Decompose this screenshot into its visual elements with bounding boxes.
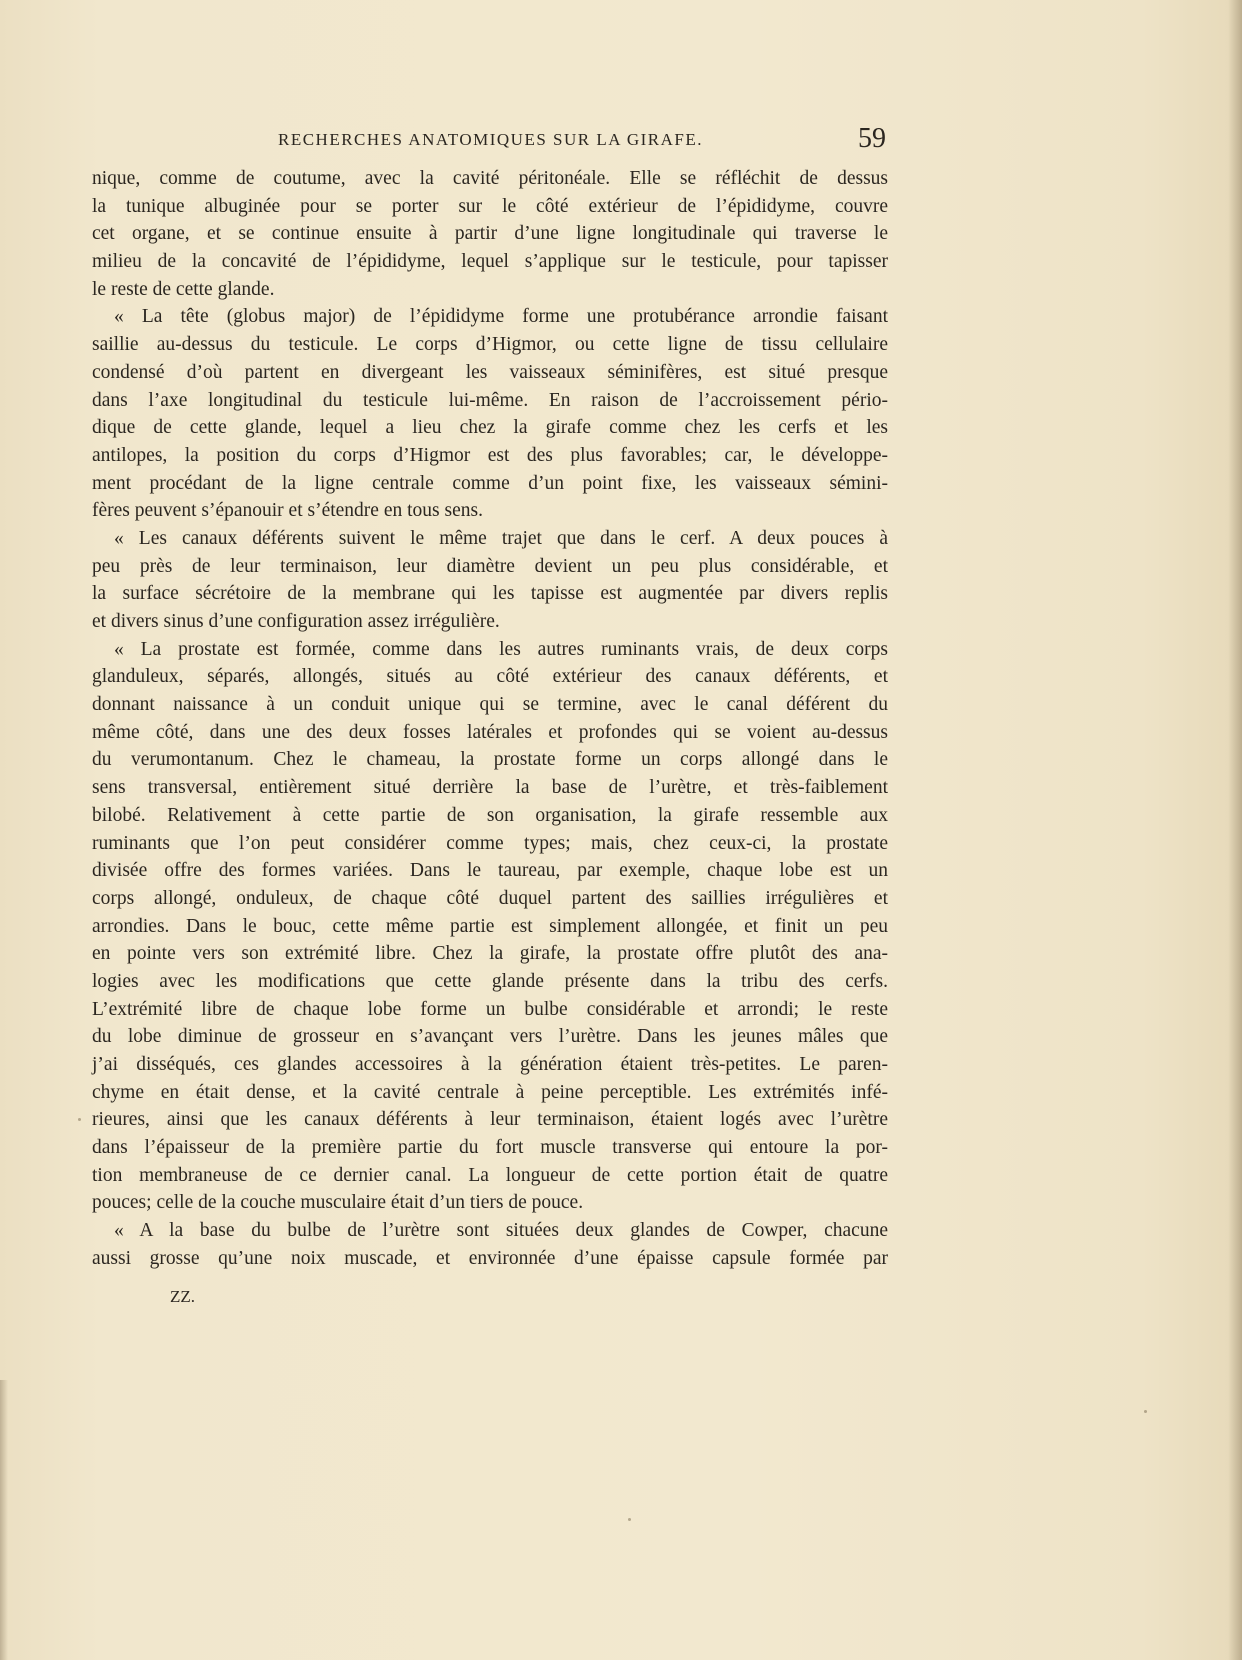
text-line: du lobe diminue de grosseur en s’avançant vers l’urètre. Dans les jeunes mâles que (92, 1026, 888, 1048)
paragraph-start-line: « La prostate est formée, comme dans les autres ruminants vrais, de deux corps (114, 638, 888, 660)
text-line: milieu de la concavité de l’épididyme, lequel s’applique sur le testicule, pour tapisser (92, 251, 888, 273)
text-line: du verumontanum. Chez le chameau, la prostate forme un corps allongé dans le (92, 749, 888, 771)
text-line: rieures, ainsi que les canaux déférents à leur terminaison, étaient logés avec l’urètre (92, 1109, 888, 1131)
text-line: saillie au-dessus du testicule. Le corps d’Higmor, ou cette ligne de tissu cellulaire (92, 334, 888, 356)
page-number: 59 (858, 123, 886, 154)
text-line: chyme en était dense, et la cavité centrale à peine perceptible. Les extrémités infé- (92, 1081, 888, 1103)
text-line: nique, comme de coutume, avec la cavité péritonéale. Elle se réfléchit de dessus (92, 168, 888, 189)
text-line: dans l’épaisseur de la première partie du fort muscle transverse qui entoure la por- (92, 1137, 888, 1159)
text-line: divisée offre des formes variées. Dans le taureau, par exemple, chaque lobe est un (92, 860, 888, 882)
paragraph-start-line: « Les canaux déférents suivent le même trajet que dans le cerf. A deux pouces à (114, 527, 888, 549)
text-line: tion membraneuse de ce dernier canal. La longueur de cette portion était de quatre (92, 1164, 888, 1186)
text-line: aussi grosse qu’une noix muscade, et environnée d’une épaisse capsule formée par (92, 1247, 888, 1269)
text-line: ment procédant de la ligne centrale comme d’un point fixe, les vaisseaux sémini- (92, 472, 888, 494)
text-line: en pointe vers son extrémité libre. Chez la girafe, la prostate offre plutôt des ana- (92, 943, 888, 965)
right-page-edge-shadow (1228, 0, 1242, 1660)
text-line: donnant naissance à un conduit unique qui se termine, avec le canal déférent du (92, 694, 888, 716)
text-line: sens transversal, entièrement situé derrière la base de l’urètre, et très-faiblement (92, 777, 888, 799)
text-line: même côté, dans une des deux fosses latérales et profondes qui se voient au-dessus (92, 721, 888, 743)
text-line: bilobé. Relativement à cette partie de son organisation, la girafe ressemble aux (92, 804, 888, 826)
text-line: peu près de leur terminaison, leur diamètre devient un peu plus considérable, et (92, 555, 888, 577)
text-line: cet organe, et se continue ensuite à partir d’une ligne longitudinale qui traverse le (92, 223, 888, 245)
paper-speck (628, 1518, 631, 1521)
paragraph-start-line: « La tête (globus major) de l’épididyme forme une protubérance arrondie faisant (114, 306, 888, 328)
text-line: pouces; celle de la couche musculaire était d’un tiers de pouce. (92, 1192, 584, 1214)
text-line: condensé d’où partent en divergeant les vaisseaux séminifères, est situé presque (92, 361, 888, 383)
paper-speck (1144, 1410, 1147, 1413)
paragraph-start-line: « A la base du bulbe de l’urètre sont situées deux glandes de Cowper, chacune (114, 1220, 888, 1242)
text-line: glanduleux, séparés, allongés, situés au côté extérieur des canaux déférents, et (92, 666, 888, 688)
text-line: arrondies. Dans le bouc, cette même partie est simplement allongée, et finit un peu (92, 915, 888, 937)
text-line: dique de cette glande, lequel a lieu chez la girafe comme chez les cerfs et les (92, 417, 888, 439)
text-line: la surface sécrétoire de la membrane qui les tapisse est augmentée par divers replis (92, 583, 888, 605)
text-line: logies avec les modifications que cette glande présente dans la tribu des cerfs. (92, 970, 888, 992)
text-line: la tunique albuginée pour se porter sur le côté extérieur de l’épididyme, couvre (92, 195, 888, 217)
text-line: et divers sinus d’une configuration assez irrégulière. (92, 611, 500, 632)
left-page-edge-shadow (0, 1380, 8, 1660)
text-line: j’ai disséqués, ces glandes accessoires à la génération étaient très-petites. Le paren- (92, 1054, 888, 1075)
signature-mark: ZZ. (170, 1287, 196, 1306)
text-line: L’extrémité libre de chaque lobe forme un bulbe considérable et arrondi; le reste (92, 998, 888, 1020)
running-head: RECHERCHES ANATOMIQUES SUR LA GIRAFE. (278, 130, 703, 149)
paper-speck (78, 1118, 81, 1121)
text-line: corps allongé, onduleux, de chaque côté duquel partent des saillies irrégulières et (92, 887, 888, 909)
text-line: ruminants que l’on peut considérer comme types; mais, chez ceux-ci, la prostate (92, 832, 888, 854)
text-line: fères peuvent s’épanouir et s’étendre en tous sens. (92, 500, 483, 522)
body-text (92, 165, 888, 1273)
text-line: le reste de cette glande. (92, 278, 275, 300)
text-line: antilopes, la position du corps d’Higmor est des plus favorables; car, le développe- (92, 444, 888, 466)
text-line: dans l’axe longitudinal du testicule lui-même. En raison de l’accroissement pério- (92, 389, 888, 411)
